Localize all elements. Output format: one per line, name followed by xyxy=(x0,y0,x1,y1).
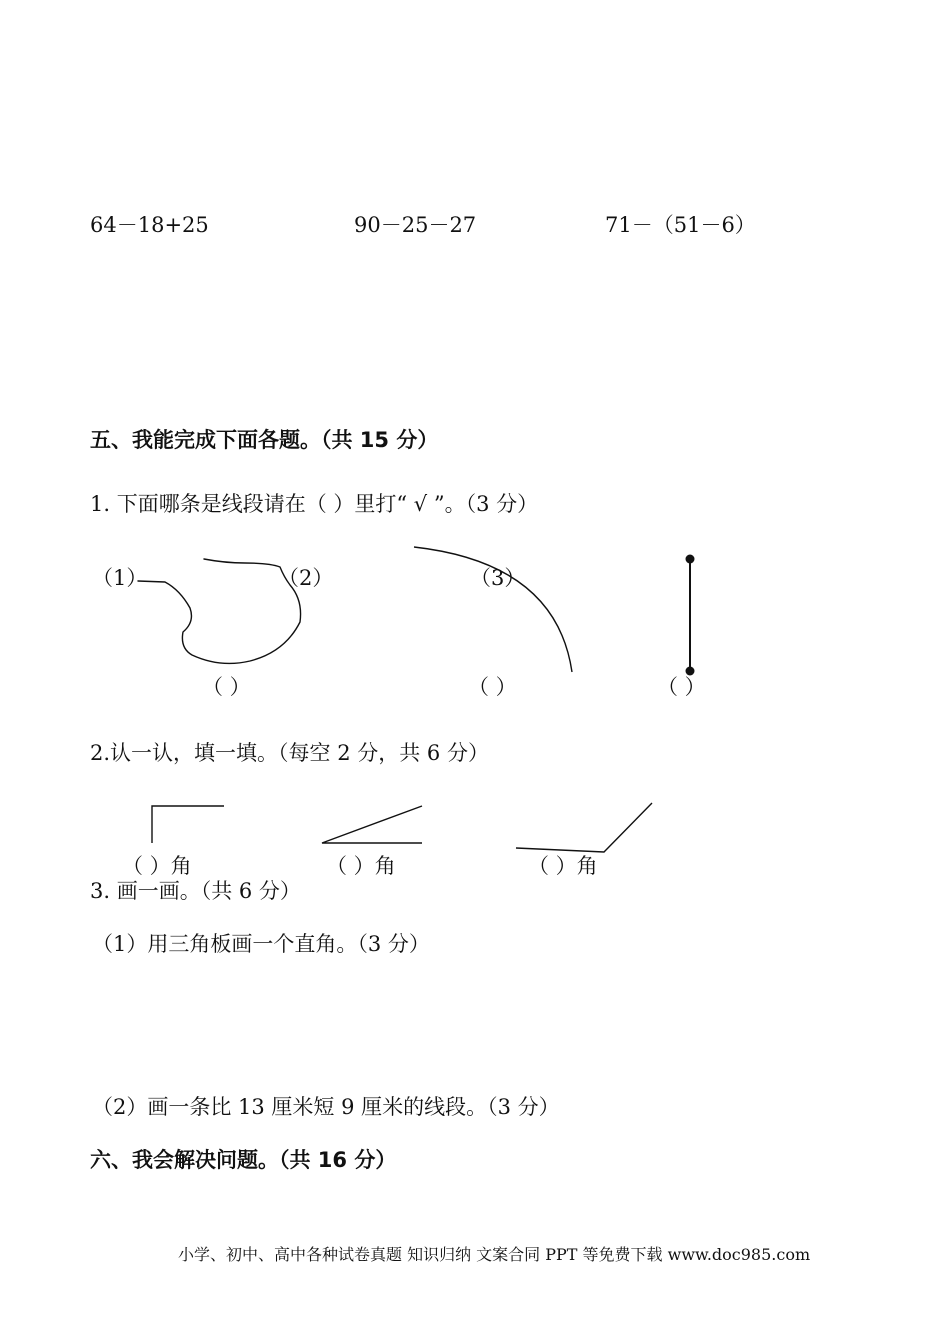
expression-1: 64－18+25 xyxy=(90,213,209,237)
expression-3: 71－（51－6） xyxy=(605,213,756,237)
question-2-text: 2.认一认，填一填。（每空 2 分，共 6 分） xyxy=(90,741,489,765)
figure-label-3: （3） xyxy=(470,566,526,590)
question-3-text: 3. 画一画。（共 6 分） xyxy=(90,879,301,903)
answer-slot-2: （ ） xyxy=(468,675,517,699)
obtuse-angle-figure xyxy=(516,803,652,852)
right-angle-figure xyxy=(152,806,224,843)
figure-label-1: （1） xyxy=(92,566,148,590)
section-5-title: 五、我能完成下面各题。（共 15 分） xyxy=(90,428,439,452)
answer-slot-1: （ ） xyxy=(202,675,251,699)
question-1-text: 1. 下面哪条是线段请在（ ）里打“ √ ”。（3 分） xyxy=(90,492,539,516)
segment-endpoint-bottom xyxy=(686,667,695,676)
question-3-item-2: （2）画一条比 13 厘米短 9 厘米的线段。（3 分） xyxy=(92,1095,560,1119)
curve-figure-1 xyxy=(138,559,301,663)
expression-2: 90－25－27 xyxy=(354,213,477,237)
segment-endpoint-top xyxy=(686,555,695,564)
arc-figure xyxy=(414,547,572,672)
question-3-item-1: （1）用三角板画一个直角。（3 分） xyxy=(92,932,430,956)
angle-answer-2: （ ）角 xyxy=(326,854,396,878)
acute-angle-figure xyxy=(322,806,422,843)
angle-answer-3: （ ）角 xyxy=(528,854,598,878)
footer-text: 小学、初中、高中各种试卷真题 知识归纳 文案合同 PPT 等免费下载 www.doc985.com xyxy=(178,1245,811,1264)
answer-slot-3: （ ） xyxy=(657,675,706,699)
section-6-title: 六、我会解决问题。（共 16 分） xyxy=(90,1148,397,1172)
figure-label-2: （2） xyxy=(278,566,334,590)
angle-answer-1: （ ）角 xyxy=(122,854,192,878)
